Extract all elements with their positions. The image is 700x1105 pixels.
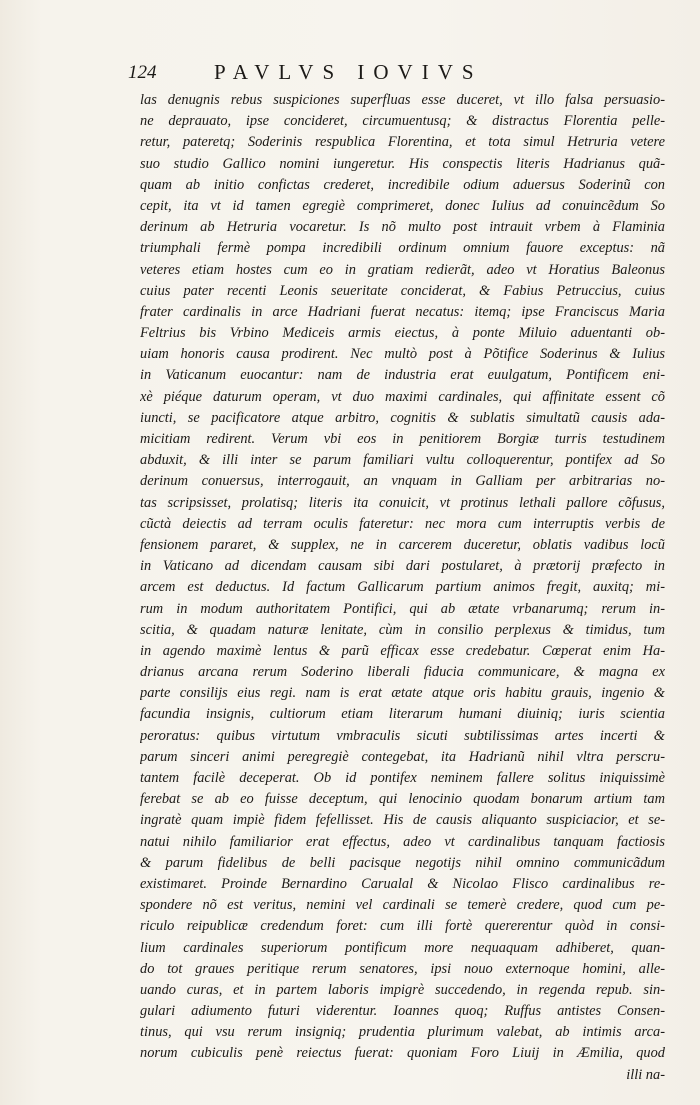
text-line: parte consilijs eius regi. nam is erat ætate atque oris habitu grauis, ingenio & <box>140 685 665 702</box>
text-line: quam ab initio confictas crederet, incredibile odium aduersus Soderinũ con <box>140 176 665 193</box>
text-line: ingratè quam impiè fidem fefellisset. His de causis aliquanto suspiciacior, et se- <box>140 812 665 829</box>
text-line: derinum conuersus, interrogauit, an vnquam in Galliam per arbitrarias no- <box>140 473 665 490</box>
text-line: & parum fidelibus de belli pacisque negotijs nihil omnino communicãdum <box>140 854 665 871</box>
text-line: illi na- <box>626 1066 665 1083</box>
text-line: gulari adiumento futuri viderentur. Ioannes quoq; Ruffus antistes Consen- <box>140 1003 665 1020</box>
text-line: scitia, & quadam naturæ lenitate, cùm in consilio perplexus & timidus, tum <box>140 621 665 638</box>
text-line: in Vaticano ad dicendam causam sibi dari postularet, à prætorij præfecto in <box>140 558 665 575</box>
text-line: drianus arcana rerum Soderino liberali fiducia communicare, & magna ex <box>140 664 665 681</box>
text-line: uiam honoris causa prodirent. Nec multò post à Põtifice Soderinus & Iulius <box>140 346 665 363</box>
text-line: tas scripsisset, prolatisq; literis ita conuicit, vt protinus lethali pallore cõfusus, <box>140 494 665 511</box>
text-line: rum in modum authoritatem Pontifici, qui ab ætate vrbanarumq; rerum in- <box>140 600 665 617</box>
text-line: existimaret. Proinde Bernardino Carualal & Nicolao Flisco cardinalibus re- <box>140 875 665 892</box>
text-line: abduxit, & illi inter se parum familiari vultu colloquerentur, pontifex ad So <box>140 452 665 469</box>
text-line: fensionem pararet, & supplex, ne in carcerem duceretur, oblatis vadibus locũ <box>140 536 665 553</box>
running-title: PAVLVS IOVIVS <box>214 60 483 84</box>
text-line: natui nihilo familiarior erat effectus, adeo vt cardinalibus tanquam factiosis <box>140 833 665 850</box>
text-line: xè piéque daturum operam, vt duo maximi cardinales, qui affinitate essent cõ <box>140 388 665 405</box>
text-line: cepit, ita vt id tamen egregiè comprimeret, donec Iulius ad conuincẽdum So <box>140 197 665 214</box>
text-line: arcem est deductus. Id factum Gallicarum partium animos fregit, auxitq; mi- <box>140 579 665 596</box>
text-line: norum cubiculis penè reiectus fuerat: quoniam Foro Liuij in Æmilia, quod <box>140 1045 665 1062</box>
text-line: iuncti, se pacificatore atque arbitro, cognitis & sublatis simultatũ causis ada- <box>140 409 665 426</box>
text-line: do tot graues peritique rerum senatores, ipsi nouo externoque homini, alle- <box>140 960 665 977</box>
text-line: uando curas, et in partem laboris impigrè succedendo, in regenda repub. sin- <box>140 981 665 998</box>
text-line: cũctà deiectis ad terram oculis fateretur: nec mora cum interruptis verbis de <box>140 515 665 532</box>
text-line: spondere nõ est veritus, nemini vel cardinali se temerè credere, quod cum pe- <box>140 897 665 914</box>
text-line: parum sinceri animi peregregiè contegebat, ita Hadrianũ nihil vltra perscru- <box>140 748 665 765</box>
text-line: frater cardinalis in arce Hadriani fuerat necatus: itemq; ipse Franciscus Maria <box>140 303 665 320</box>
text-line: peroratus: quibus virtutum vmbraculis sicuti subtilissimas artes incerti & <box>140 727 665 744</box>
text-line: retur, pateretq; Soderinis respublica Florentina, et tota simul Hetruria vetere <box>140 134 665 151</box>
text-line: suo studio Gallico nomini iungeretur. His conspectis literis Hadrianus quã- <box>140 155 665 172</box>
text-line: triumphali fermè pompa incredibili ordinum omnium fauore exceptus: nã <box>140 240 665 257</box>
body-text <box>140 90 665 1086</box>
text-line: tinus, qui vsu rerum insigniq; prudentia plurimum valebat, ab intimis arca- <box>140 1024 665 1041</box>
text-line: facundia insignis, cultiorum etiam literarum humani diuiniq; iuris scientia <box>140 706 665 723</box>
text-line: veteres etiam hostes cum eo in gratiam redierãt, adeo vt Horatius Baleonus <box>140 261 665 278</box>
text-line: ferebat se ab eo fuisse deceptum, qui lenocinio quodam bonarum artium tam <box>140 791 665 808</box>
text-line: in Vaticanum euocantur: nam de industria erat euulgatum, Pontificem eni- <box>140 367 665 384</box>
text-line: ne deprauato, ipse concideret, circumuentusq; & distractus Florentia pelle- <box>140 113 665 130</box>
text-line: tantem facilè deceperat. Ob id pontifex neminem fallere solitus iniquissimè <box>140 770 665 786</box>
text-line: micitiam redirent. Verum vbi eos in penitiorem Borgiæ turris testudinem <box>140 431 665 447</box>
text-line: cuius pater recenti Leonis seueritate conciderat, & Fabius Petruccius, cuius <box>140 282 665 299</box>
text-line: Feltrius bis Vrbino Mediceis armis eiectus, à ponte Miluio aduentanti ob- <box>140 325 665 342</box>
text-line: riculo reipublicæ credendum foret: cum illi fortè quererentur quòd in consi- <box>140 918 665 935</box>
page-number: 124 <box>128 62 157 83</box>
text-line: lium cardinales superiorum pontificum more nequaquam adhiberet, quan- <box>140 939 665 956</box>
text-line: derinum ab Hetruria vocaretur. Is nõ multo post intrauit vrbem à Flaminia <box>140 219 665 236</box>
page-header <box>128 60 608 88</box>
text-line: in agendo maximè lentus & parũ efficax esse credebatur. Cœperat enim Ha- <box>140 642 665 659</box>
text-line: las denugnis rebus suspiciones superfluas esse duceret, vt illo falsa persuasio- <box>140 92 665 108</box>
